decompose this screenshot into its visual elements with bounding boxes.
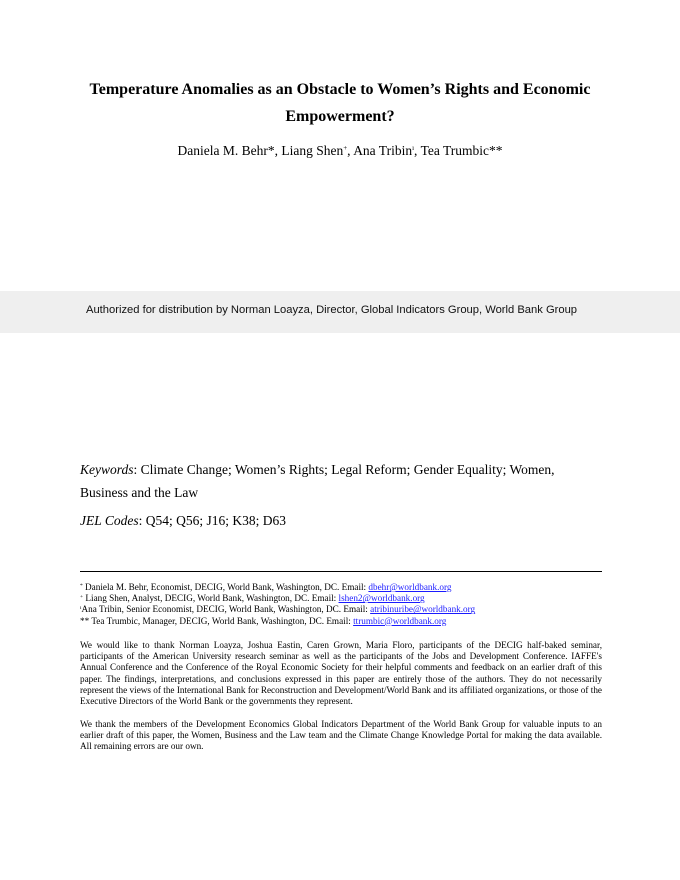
footnote-rule bbox=[80, 571, 602, 572]
distribution-banner bbox=[0, 291, 680, 333]
author-mark: * bbox=[267, 143, 275, 158]
email-link[interactable]: ttrumbic@worldbank.org bbox=[353, 615, 447, 626]
keywords-label: Keywords bbox=[80, 462, 134, 477]
author-mark: ** bbox=[489, 143, 503, 158]
author-name: Ana Tribin bbox=[353, 143, 413, 158]
paper-title: Temperature Anomalies as an Obstacle to Women’s Rights and Economic Empowerment? bbox=[89, 81, 591, 125]
footnote-text: Ana Tribin, Senior Economist, DECIG, World Bank, Washington, DC. Email: bbox=[81, 604, 371, 615]
distribution-text: Authorized for distribution by Norman Loayza, Director, Global Indicators Group, World Bank Group bbox=[86, 304, 578, 316]
author-separator: , bbox=[347, 143, 354, 158]
footnote-text: Liang Shen, Analyst, DECIG, World Bank, Washington, DC. Email: bbox=[83, 593, 339, 604]
keywords-text: : Climate Change; Women’s Rights; Legal Reform; Gender Equality; Women, Business and the Law bbox=[80, 462, 555, 500]
jel-text: : Q54; Q56; J16; K38; D63 bbox=[138, 513, 287, 528]
acknowledgment-paragraph: We thank the members of the Development Economics Global Indicators Department of the World Bank Group for valuable inputs to an earlier draft of this paper, the Women, Business and the Law team and the Climate Change Knowledge Portal for making the data available. All remaining errors are our own. bbox=[80, 719, 602, 752]
author-list bbox=[60, 143, 620, 159]
footnote-text: Tea Trumbic, Manager, DECIG, World Bank, Washington, DC. Email: bbox=[89, 615, 354, 626]
author-mark: ı bbox=[412, 144, 415, 152]
footnote bbox=[80, 616, 602, 627]
author-separator: , bbox=[414, 143, 421, 158]
footnote-mark: ** bbox=[80, 615, 90, 626]
footnote-mark: ı bbox=[80, 605, 82, 612]
acknowledgment-paragraph: We would like to thank Norman Loayza, Joshua Eastin, Caren Grown, Maria Floro, participants of the DECIG half-baked seminar, participants of the American University research seminar as well as the participants of the Jobs and Development Conference. IAFFE's Annual Conference and the Conference of the Royal Economic Society for their helpful comments and feedback on an earlier draft of this paper. The findings, interpretations, and conclusions expressed in this paper are entirely those of the authors. They do not necessarily represent the views of the International Bank for Reconstruction and Development/World Bank and its affiliated organizations, or those of the Executive Directors of the World Bank or the governments they represent. bbox=[80, 640, 602, 707]
email-link[interactable]: atribinuribe@worldbank.org bbox=[370, 604, 476, 615]
footnote bbox=[80, 582, 602, 593]
author-name: Tea Trumbic bbox=[420, 143, 489, 158]
jel-label: JEL Codes bbox=[80, 513, 139, 528]
footnote-text: Daniela M. Behr, Economist, DECIG, World Bank, Washington, DC. Email: bbox=[82, 582, 369, 592]
email-link[interactable]: dbehr@worldbank.org bbox=[368, 582, 452, 592]
footnotes bbox=[80, 582, 602, 627]
author-mark: + bbox=[343, 144, 348, 152]
footnote bbox=[80, 604, 602, 615]
author-name: Liang Shen bbox=[281, 143, 344, 158]
footnote-mark: * bbox=[80, 583, 83, 589]
footnote-mark: + bbox=[80, 594, 84, 601]
keywords bbox=[80, 458, 602, 504]
author-name: Daniela M. Behr bbox=[177, 143, 268, 158]
email-link[interactable]: lshen2@worldbank.org bbox=[338, 593, 425, 604]
jel-codes bbox=[80, 513, 286, 529]
footnote bbox=[80, 593, 602, 604]
author-separator: , bbox=[274, 143, 282, 158]
